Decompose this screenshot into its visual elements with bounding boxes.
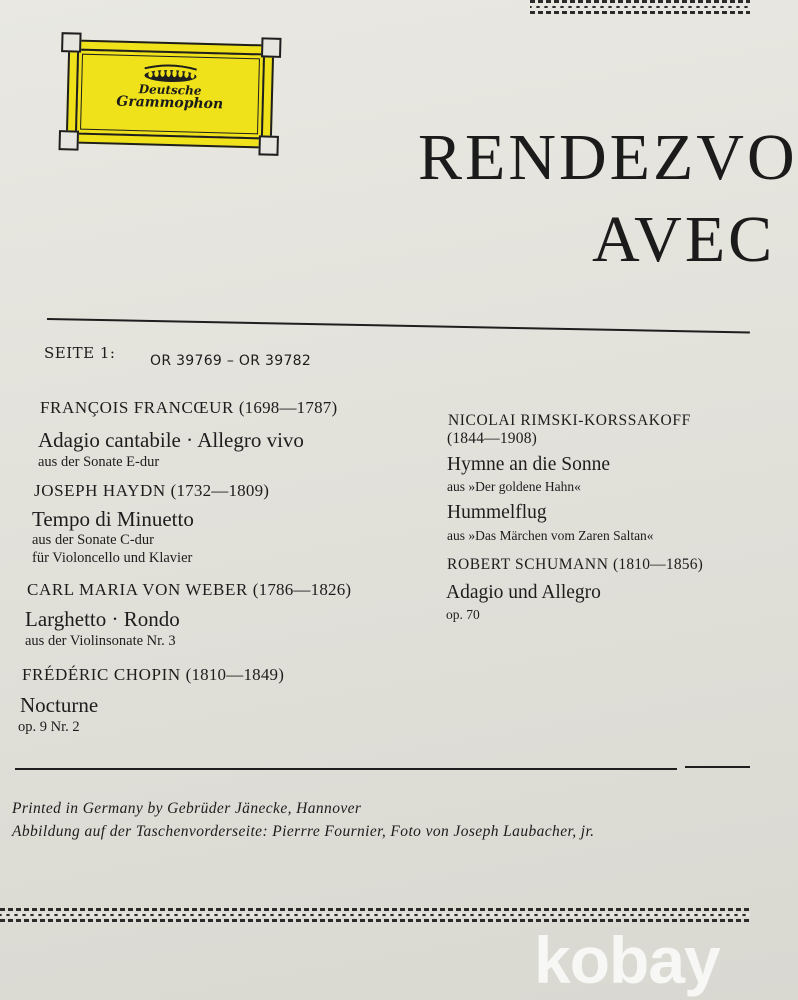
composer-name: NICOLAI RIMSKI-KORSSAKOFF [448, 412, 691, 429]
catalog-numbers: OR 39769 – OR 39782 [150, 353, 312, 369]
composer-years: (1810—1849) [185, 665, 285, 684]
divider-bottom [15, 768, 677, 770]
composer-years: (1732—1809) [170, 481, 270, 500]
work-note: op. 9 Nr. 2 [18, 719, 80, 735]
work-title: Larghetto · Rondo [25, 607, 180, 631]
work-title: Adagio cantabile · Allegro vivo [38, 428, 304, 452]
composer-heading [22, 665, 284, 685]
composer-years: (1844—1908) [447, 430, 538, 447]
composer-heading [34, 481, 269, 501]
printer-credit: Printed in Germany by Gebrüder Jänecke, Hannover [12, 800, 362, 817]
work-note: aus der Sonate E-dur [38, 454, 160, 470]
work-note: aus der Sonate C-dur [32, 532, 155, 548]
work-title: Adagio und Allegro [446, 582, 601, 603]
album-title-line-2: AVEC [592, 203, 776, 276]
composer-name: ROBERT SCHUMANN [447, 556, 609, 573]
composer-years: (1698—1787) [238, 398, 338, 417]
decorative-border-bottom [0, 908, 750, 922]
deutsche-grammophon-logo [66, 39, 275, 148]
logo-line-2: Grammophon [116, 93, 224, 113]
composer-years: (1786—1826) [252, 580, 352, 599]
logo-wordmark [69, 81, 272, 112]
composer-name: FRÉDÉRIC CHOPIN [22, 665, 181, 684]
divider-bottom-segment [685, 766, 750, 768]
composer-name: CARL MARIA VON WEBER [27, 580, 248, 599]
watermark: kobay [534, 923, 720, 997]
album-title-line-1: RENDEZVO [418, 121, 798, 194]
work-title: Tempo di Minuetto [32, 507, 194, 531]
work-note: op. 70 [446, 607, 480, 622]
composer-name: FRANÇOIS FRANCŒUR [40, 398, 234, 417]
composer-heading [27, 580, 351, 600]
decorative-border-top [530, 0, 750, 14]
composer-heading [447, 556, 703, 574]
composer-years: (1810—1856) [613, 556, 704, 573]
composer-heading [40, 398, 337, 418]
work-note: aus »Der goldene Hahn« [447, 479, 581, 494]
work-note: aus der Violinsonate Nr. 3 [25, 633, 176, 649]
composer-name: JOSEPH HAYDN [34, 481, 166, 500]
divider-top [47, 318, 750, 333]
work-title: Hummelflug [447, 502, 547, 523]
work-title: Hymne an die Sonne [447, 454, 611, 475]
work-note: für Violoncello und Klavier [32, 550, 193, 566]
work-note: aus »Das Märchen vom Zaren Saltan« [447, 528, 654, 543]
cover-photo-credit: Abbildung auf der Taschenvorderseite: Pierrre Fournier, Foto von Joseph Laubacher, jr. [12, 823, 595, 840]
logo-line-1: Deutsche [138, 82, 202, 98]
side-label: SEITE 1: [44, 344, 116, 362]
work-title: Nocturne [20, 693, 99, 717]
